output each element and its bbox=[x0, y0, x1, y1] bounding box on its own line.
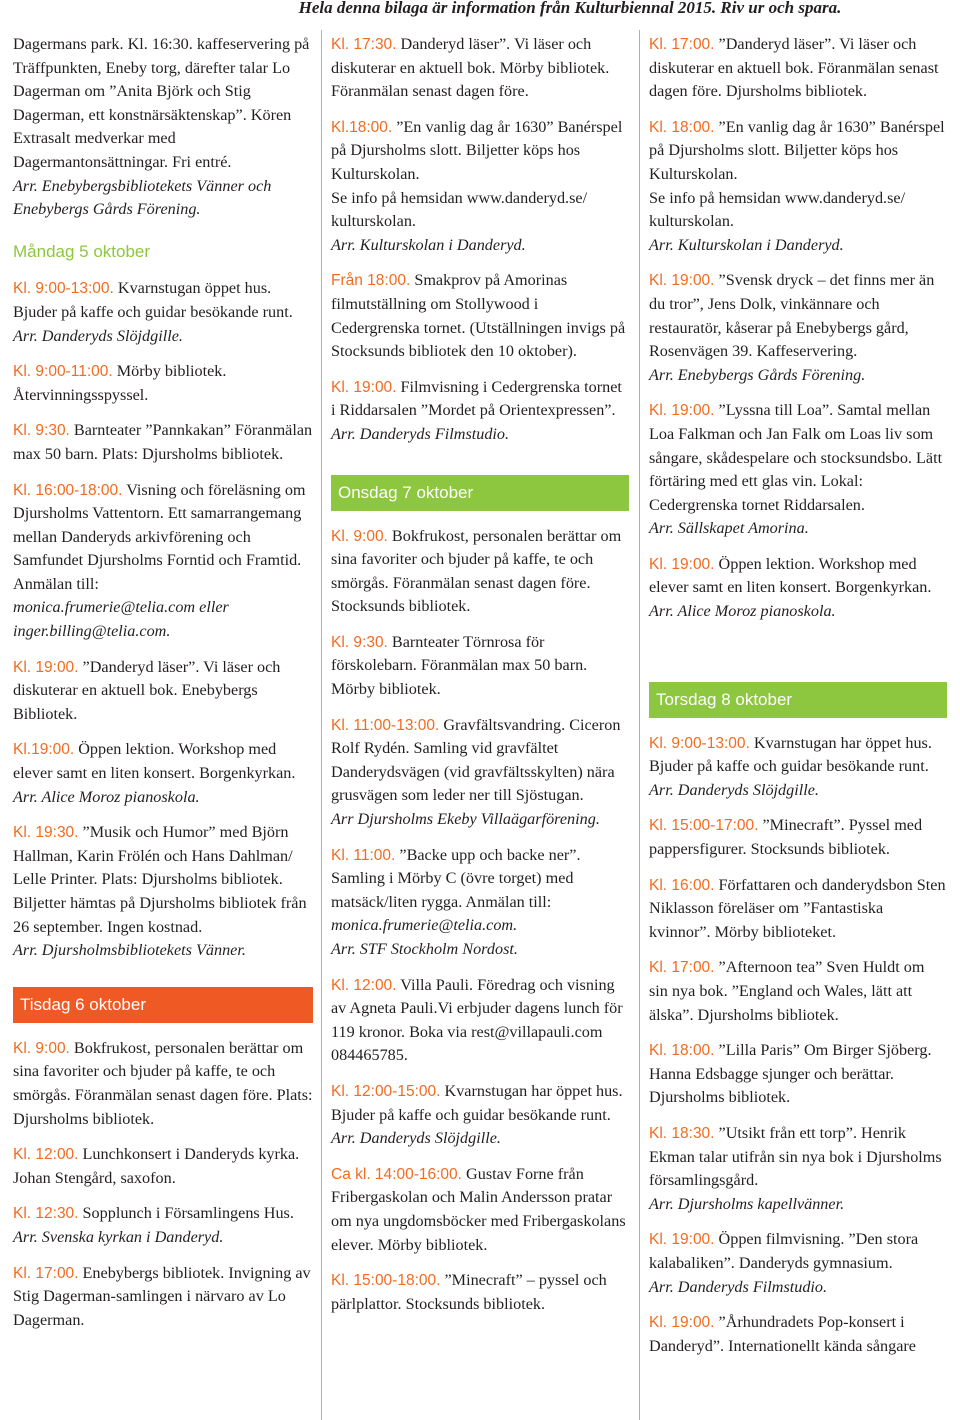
column-2 bbox=[331, 33, 629, 1328]
event-entry bbox=[331, 525, 629, 619]
event-text: ”Afternoon tea” Sven Huldt om sin nya bok. ”England och Wales, lätt att älska”. Djursholms bibliotek. bbox=[649, 958, 925, 1024]
event-text: ”Backe upp och backe ner”. Samling i Mörby C (övre torget) med matsäck/liten rygga. Anmälan till: bbox=[331, 845, 581, 911]
event-text: ”Lyssna till Loa”. Samtal mellan Loa Falkman och Jan Falk om Loas liv som sångare, skådespelare och stocksundsbo. Lätt förtäring med ett glas vin. Lokal: Cedergrenska tornet Riddarsalen. bbox=[649, 401, 943, 514]
event-time: Kl. 9:00. bbox=[13, 1039, 70, 1057]
event-text: ”Musik och Humor” med Björn Hallman, Karin Frölén och Hans Dahlman/ Lelle Printer. Plats: Djursholms bibliotek. Biljetter hämtas på Djursholms bibliotek från 26 september. Ingen kostnad. bbox=[13, 823, 307, 936]
event-organizer: Arr. Djursholms kapellvänner. bbox=[649, 1194, 845, 1213]
event-time: Kl. 18:00. bbox=[649, 118, 715, 136]
event-organizer: Arr. Kulturskolan i Danderyd. bbox=[331, 235, 526, 254]
event-entry bbox=[331, 714, 629, 832]
event-time: Kl. 17:30. bbox=[331, 36, 397, 53]
event-organizer: Arr. Kulturskolan i Danderyd. bbox=[649, 235, 844, 254]
column-divider bbox=[321, 30, 322, 1420]
event-organizer: Arr. Svenska kyrkan i Danderyd. bbox=[13, 1227, 224, 1246]
event-text: Gravfältsvandring. Ciceron Rolf Rydén. Samling vid gravfältet Danderydsvägen (vid gravfältsskylten) nära grusvägen som leder ner till Sjöstugan. bbox=[331, 715, 621, 805]
event-time: Kl. 19:00. bbox=[649, 1231, 715, 1249]
event-time: Kl. 19:30. bbox=[13, 824, 79, 842]
event-time: Kl. 17:00. bbox=[649, 36, 715, 53]
event-email: monica.frumerie@telia.com. bbox=[331, 916, 518, 935]
event-entry bbox=[331, 1080, 629, 1151]
event-time: Kl. 12:00. bbox=[331, 976, 397, 994]
event-time: Kl. 9:00-11:00. bbox=[13, 363, 113, 381]
event-entry bbox=[13, 656, 313, 727]
event-text: Kvarnstugan har öppet hus. Bjuder på kaffe och guidar besökande runt. bbox=[649, 733, 932, 776]
event-text: Filmvisning i Cedergrenska tornet i Riddarsalen ”Mordet på Orientexpressen”. bbox=[331, 377, 622, 420]
event-info: Se info på hemsidan www.danderyd.se/ kulturskolan. bbox=[331, 188, 588, 231]
event-entry bbox=[13, 360, 313, 407]
event-time: Kl. 15:00-18:00. bbox=[331, 1272, 441, 1290]
event-organizer: Arr. Enebybergsbibliotekets Vänner och Enebybergs Gårds Förening. bbox=[13, 176, 272, 219]
event-entry bbox=[649, 269, 947, 387]
event-text: Dagermans park. Kl. 16:30. kaffeservering på Träffpunkten, Eneby torg, därefter talar Lo Dagerman om ”Anita Björk och Stig Dagerman, ett konstnärsäktenskap”. Kören Extrasalt medverkar med Dagermantonsättningar. Fri entré. bbox=[13, 35, 310, 171]
event-entry bbox=[649, 1039, 947, 1110]
event-text: Kvarnstugan öppet hus. Bjuder på kaffe och guidar besökande runt. bbox=[13, 279, 293, 321]
event-time: Ca kl. 14:00-16:00. bbox=[331, 1165, 462, 1183]
event-organizer: Arr. Djursholmsbibliotekets Vänner. bbox=[13, 941, 246, 960]
event-organizer: Arr Djursholms Ekeby Villaägarförening. bbox=[331, 810, 600, 829]
event-text: Enebybergs bibliotek. Invigning av Stig Dagerman-samlingen i närvaro av Lo Dagerman. bbox=[13, 1263, 311, 1329]
event-entry bbox=[13, 1262, 313, 1333]
event-time: Kl. 9:30. bbox=[13, 422, 70, 440]
event-entry bbox=[649, 1228, 947, 1299]
event-text: Kvarnstugan har öppet hus. Bjuder på kaffe och guidar besökande runt. bbox=[331, 1081, 623, 1124]
event-text: Mörby bibliotek. Återvinningsspyssel. bbox=[13, 362, 227, 404]
event-entry bbox=[331, 376, 629, 447]
event-entry bbox=[649, 1122, 947, 1216]
event-time: Kl. 15:00-17:00. bbox=[649, 817, 759, 835]
event-time: Kl. 9:00. bbox=[331, 527, 388, 545]
event-entry bbox=[13, 33, 313, 222]
event-time: Kl. 18:30. bbox=[649, 1124, 715, 1142]
event-time: Kl. 19:00. bbox=[331, 378, 397, 396]
event-text: Gustav Forne från Fribergaskolan och Malin Andersson pratar om nya ungdomsböcker med Fribergaskolans elever. Mörby bibliotek. bbox=[331, 1164, 626, 1254]
event-text: Barnteater ”Pannkakan” Föranmälan max 50 barn. Plats: Djursholms bibliotek. bbox=[13, 421, 313, 463]
event-entry bbox=[331, 974, 629, 1068]
event-entry bbox=[649, 814, 947, 861]
event-entry bbox=[13, 419, 313, 466]
event-entry bbox=[649, 116, 947, 258]
event-organizer: Arr. Danderyds Filmstudio. bbox=[331, 424, 510, 443]
event-entry bbox=[13, 738, 313, 809]
event-text: ”Lilla Paris” Om Birger Sjöberg. Hanna Edsbagge sjunger och berättar. Djursholms bibliotek. bbox=[649, 1041, 932, 1107]
event-time: Kl. 11:00. bbox=[331, 846, 396, 864]
column-divider bbox=[639, 30, 640, 1420]
day-heading-wednesday: Onsdag 7 oktober bbox=[331, 475, 629, 511]
event-organizer: Arr. Danderyds Filmstudio. bbox=[649, 1277, 828, 1296]
event-time: Kl. 16:00. bbox=[649, 876, 715, 894]
event-text: Öppen filmvisning. ”Den stora kalabaliken”. Danderyds gymnasium. bbox=[649, 1230, 919, 1272]
event-entry bbox=[13, 479, 313, 644]
event-entry bbox=[13, 1143, 313, 1190]
event-entry bbox=[13, 1037, 313, 1131]
event-text: ”Danderyd läser”. Vi läser och diskuterar en aktuell bok. Föranmälan senast dagen före. Djursholms bibliotek. bbox=[649, 35, 939, 101]
event-time: Kl. 19:00. bbox=[649, 1314, 715, 1332]
event-organizer: Arr. Alice Moroz pianoskola. bbox=[649, 602, 836, 621]
event-time: Kl.19:00. bbox=[13, 741, 75, 759]
event-entry bbox=[649, 732, 947, 803]
event-entry bbox=[13, 277, 313, 348]
event-time: Kl.18:00. bbox=[331, 118, 393, 136]
event-text: Smakprov på Amorinas filmutställning om Stollywood i Cedergrenska tornet. (Utställningen invigs på Stocksunds bibliotek den 10 oktober). bbox=[331, 271, 626, 361]
event-entry bbox=[331, 844, 629, 962]
event-entry bbox=[331, 33, 629, 104]
event-organizer: Arr. Alice Moroz pianoskola. bbox=[13, 787, 200, 806]
event-time: Kl. 9:30. bbox=[331, 633, 388, 651]
event-time: Kl. 11:00-13:00. bbox=[331, 716, 440, 734]
event-entry bbox=[649, 956, 947, 1027]
column-3 bbox=[649, 33, 947, 1370]
event-entry bbox=[331, 1269, 629, 1316]
event-time: Kl. 17:00. bbox=[13, 1264, 79, 1282]
event-text: ”Århundradets Pop-konsert i Danderyd”. Internationellt kända sångare bbox=[649, 1313, 916, 1355]
event-entry bbox=[331, 269, 629, 363]
event-text: Lunchkonsert i Danderyds kyrka. Johan Stengård, saxofon. bbox=[13, 1145, 300, 1187]
event-time: Kl. 19:00. bbox=[649, 555, 715, 573]
event-time: Kl. 19:00. bbox=[649, 402, 715, 420]
day-heading-thursday: Torsdag 8 oktober bbox=[649, 682, 947, 718]
event-entry bbox=[13, 821, 313, 963]
event-text: Danderyd läser”. Vi läser och diskuterar en aktuell bok. Mörby bibliotek. Föranmälan senast dagen före. bbox=[331, 35, 610, 101]
event-text: Barnteater Törnrosa för förskolebarn. Föranmälan max 50 barn. Mörby bibliotek. bbox=[331, 632, 588, 699]
event-entry bbox=[331, 631, 629, 702]
event-info: Se info på hemsidan www.danderyd.se/ kulturskolan. bbox=[649, 188, 906, 231]
event-time: Kl. 9:00-13:00. bbox=[13, 280, 114, 298]
event-time: Från 18:00. bbox=[331, 272, 411, 290]
event-time: Kl. 16:00-18:00. bbox=[13, 481, 123, 499]
event-text: Öppen lektion. Workshop med elever samt en liten konsert. Borgenkyrkan. bbox=[13, 740, 296, 783]
event-text: ”Svensk dryck – det finns mer än du tror”, Jens Dolk, vinkännare och restauratör, kåserar på Enebybergs gård, Rosenvägen 39. Kaffeservering. bbox=[649, 271, 935, 361]
event-organizer: Arr. Enebybergs Gårds Förening. bbox=[649, 365, 866, 384]
event-time: Kl. 18:00. bbox=[649, 1042, 715, 1060]
event-organizer: Arr. Danderyds Slöjdgille. bbox=[649, 780, 819, 799]
event-text: ”Minecraft”. Pyssel med pappersfigurer. Stocksunds bibliotek. bbox=[649, 816, 923, 859]
event-entry bbox=[331, 116, 629, 258]
event-entry bbox=[649, 1311, 947, 1358]
event-email: monica.frumerie@telia.com eller inger.billing@telia.com. bbox=[13, 598, 229, 641]
header-banner: Hela denna bilaga är information från Kulturbiennal 2015. Riv ur och spara. bbox=[298, 0, 842, 17]
event-entry bbox=[649, 553, 947, 624]
event-text: Sopplunch i Församlingens Hus. bbox=[78, 1204, 294, 1223]
event-time: Kl. 12:30. bbox=[13, 1205, 79, 1223]
event-text: ”Danderyd läser”. Vi läser och diskuterar en aktuell bok. Enebybergs Bibliotek. bbox=[13, 657, 281, 723]
event-text: Öppen lektion. Workshop med elever samt en liten konsert. Borgenkyrkan. bbox=[649, 554, 932, 597]
event-entry bbox=[649, 399, 947, 541]
event-text: ”En vanlig dag år 1630” Banérspel på Djursholms slott. Biljetter köps hos Kulturskolan. bbox=[331, 117, 623, 183]
event-text: Bokfrukost, personalen berättar om sina favoriter och bjuder på kaffe, te och smörgås. Föranmälan senast dagen före. Stocksunds bibliotek. bbox=[331, 526, 622, 616]
event-text: Villa Pauli. Föredrag och visning av Agneta Pauli.Vi erbjuder dagens lunch för 119 kronor. Boka via rest@villapauli.com 084465785. bbox=[331, 975, 623, 1065]
event-entry bbox=[649, 33, 947, 104]
event-time: Kl. 17:00. bbox=[649, 959, 715, 977]
event-time: Kl. 19:00. bbox=[649, 272, 715, 290]
event-time: Kl. 9:00-13:00. bbox=[649, 734, 750, 752]
event-text: Bokfrukost, personalen berättar om sina favoriter och bjuder på kaffe, te och smörgås. Föranmälan senast dagen före. Plats: Djursholms bibliotek. bbox=[13, 1038, 313, 1128]
event-organizer: Arr. Danderyds Slöjdgille. bbox=[13, 326, 183, 345]
event-time: Kl. 19:00. bbox=[13, 658, 79, 676]
event-entry bbox=[649, 874, 947, 945]
event-entry bbox=[331, 1163, 629, 1257]
column-1 bbox=[13, 33, 313, 1344]
event-organizer: Arr. STF Stockholm Nordost. bbox=[331, 940, 518, 958]
event-text: ”En vanlig dag år 1630” Banérspel på Djursholms slott. Biljetter köps hos Kulturskolan. bbox=[649, 117, 945, 183]
event-time: Kl. 12:00. bbox=[13, 1146, 79, 1164]
day-heading-monday: Måndag 5 oktober bbox=[13, 241, 151, 261]
event-text: Visning och föreläsning om Djursholms Vattentorn. Ett samarrangemang mellan Danderyds arkivförening och Samfundet Djursholms Forntid och Framtid. Anmälan till: bbox=[13, 480, 306, 593]
event-text: ”Minecraft” – pyssel och pärlplattor. Stocksunds bibliotek. bbox=[331, 1271, 607, 1313]
event-organizer: Arr. Sällskapet Amorina. bbox=[649, 519, 809, 538]
event-organizer: Arr. Danderyds Slöjdgille. bbox=[331, 1129, 501, 1148]
day-heading-tuesday: Tisdag 6 oktober bbox=[13, 987, 313, 1023]
event-time: Kl. 12:00-15:00. bbox=[331, 1082, 441, 1100]
event-text: Författaren och danderydsbon Sten Niklasson föreläser om ”Fantastiska kvinnor”. Mörby biblioteket. bbox=[649, 875, 946, 941]
event-text: ”Utsikt från ett torp”. Henrik Ekman talar utifrån sin nya bok i Djursholms församlingsgård. bbox=[649, 1123, 942, 1190]
event-entry bbox=[13, 1202, 313, 1249]
